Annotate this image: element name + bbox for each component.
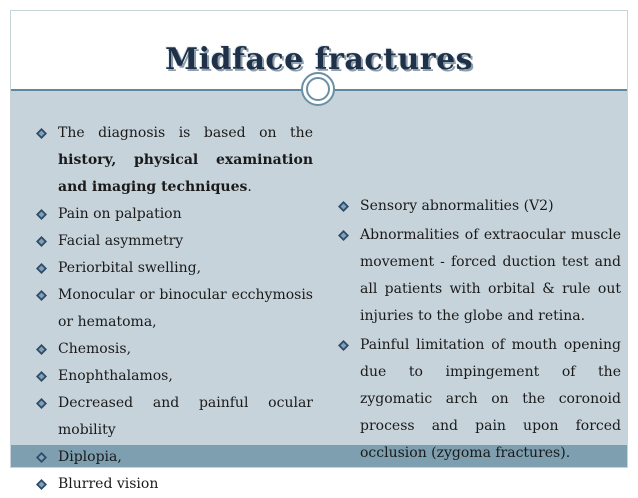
list-item-text: Pain on palpation: [58, 206, 182, 222]
list-item-text: Decreased and painful ocular mobility: [58, 395, 313, 438]
list-item: [36, 471, 313, 498]
list-item-text: Diplopia,: [58, 449, 122, 465]
list-item-text: Painful limitation of mouth opening due to impingement of the zygomatic arch on the coronoid process and pain upon forced occlusion (zygoma fractures).: [360, 337, 621, 461]
diamond-bullet-icon: [338, 201, 349, 212]
diamond-bullet-icon: [36, 290, 47, 301]
diamond-bullet-icon: [338, 230, 349, 241]
list-item: [36, 363, 313, 390]
diamond-bullet-icon: [36, 344, 47, 355]
list-item: [338, 222, 621, 330]
left-column: [36, 120, 313, 498]
list-item-text: Chemosis,: [58, 341, 132, 357]
diagnosis-text: [58, 120, 313, 201]
diamond-bullet-icon: [36, 371, 47, 382]
list-item-text: Facial asymmetry: [58, 233, 184, 249]
diamond-bullet-icon: [338, 340, 349, 351]
diagnosis-tail: .: [247, 179, 252, 195]
list-item-text: Abnormalities of extraocular muscle movement - forced duction test and all patients with orbital & rule out injuries to the globe and retina.: [360, 227, 621, 324]
list-item: [36, 390, 313, 444]
list-item: [338, 193, 621, 220]
diamond-bullet-icon: [36, 398, 47, 409]
list-item: [36, 201, 313, 228]
list-item: [36, 228, 313, 255]
list-item: [36, 120, 313, 201]
right-column: [338, 193, 621, 467]
diamond-bullet-icon: [36, 479, 47, 490]
list-item-text: Enophthalamos,: [58, 368, 173, 384]
diamond-bullet-icon: [36, 263, 47, 274]
list-item: [36, 336, 313, 363]
diamond-bullet-icon: [36, 209, 47, 220]
list-item: [338, 332, 621, 467]
diamond-bullet-icon: [36, 236, 47, 247]
list-item-text: Blurred vision: [58, 476, 159, 492]
diagnosis-bold: history, physical examination and imaging techniques: [58, 152, 313, 195]
list-item: [36, 282, 313, 336]
list-item-text: Periorbital swelling,: [58, 260, 202, 276]
diamond-bullet-icon: [36, 452, 47, 463]
slide-title: Midface fractures: [164, 42, 474, 77]
list-item: [36, 444, 313, 471]
diagnosis-lead: The diagnosis is based on the: [58, 125, 313, 141]
diamond-bullet-icon: [36, 128, 47, 139]
list-item: [36, 255, 313, 282]
list-item-text: Monocular or binocular ecchymosis or hematoma,: [58, 287, 313, 330]
ring-ornament-inner-icon: [306, 77, 330, 101]
list-item-text: Sensory abnormalities (V2): [360, 198, 554, 214]
